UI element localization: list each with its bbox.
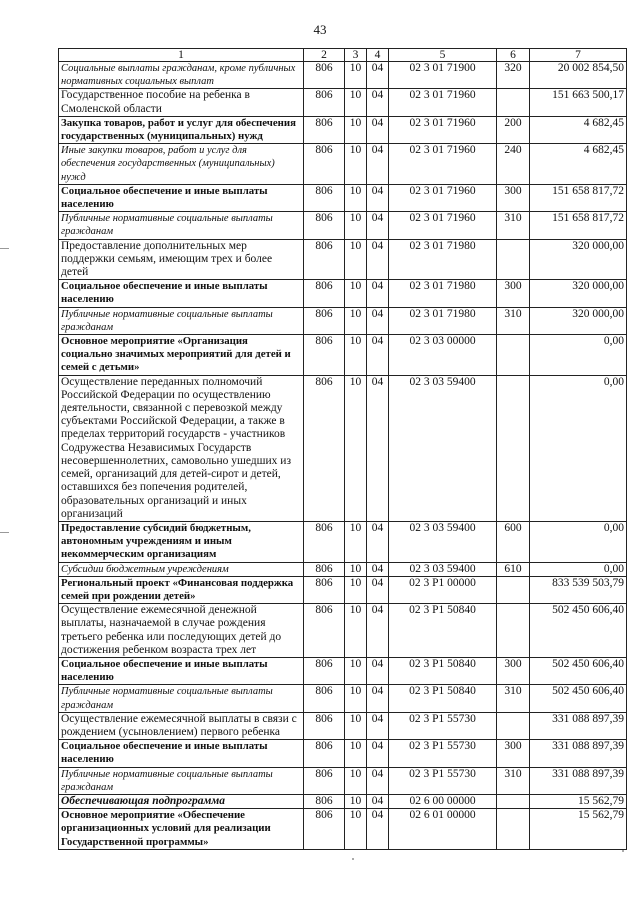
subsection-code-cell: 04 xyxy=(367,62,389,89)
target-article-cell: 02 3 P1 55730 xyxy=(389,767,497,794)
section-code-cell: 10 xyxy=(345,740,367,767)
target-article-cell: 02 3 01 71960 xyxy=(389,89,497,116)
ministry-code-cell: 806 xyxy=(304,712,345,739)
section-code-cell: 10 xyxy=(345,212,367,239)
expense-name-cell: Публичные нормативные социальные выплаты гражданам xyxy=(59,212,304,239)
amount-cell: 0,00 xyxy=(530,335,627,376)
expense-name-cell: Предоставление субсидий бюджетным, автономным учреждениям и иным некоммерческим организациям xyxy=(59,521,304,562)
section-code-cell: 10 xyxy=(345,116,367,143)
expense-type-cell xyxy=(497,604,530,658)
target-article-cell: 02 3 03 59400 xyxy=(389,521,497,562)
expense-name-cell: Закупка товаров, работ и услуг для обеспечения государственных (муниципальных) нужд xyxy=(59,116,304,143)
subsection-code-cell: 04 xyxy=(367,184,389,211)
ministry-code-cell: 806 xyxy=(304,809,345,850)
ministry-code-cell: 806 xyxy=(304,307,345,334)
table-row xyxy=(59,184,627,211)
table-row xyxy=(59,62,627,89)
column-header: 5 xyxy=(389,49,497,62)
target-article-cell: 02 3 01 71980 xyxy=(389,307,497,334)
expense-type-cell: 310 xyxy=(497,212,530,239)
expense-type-cell xyxy=(497,375,530,521)
amount-cell: 151 663 500,17 xyxy=(530,89,627,116)
expense-name-cell: Публичные нормативные социальные выплаты гражданам xyxy=(59,307,304,334)
expense-name-cell: Государственное пособие на ребенка в Смоленской области xyxy=(59,89,304,116)
table-row xyxy=(59,144,627,185)
table-row xyxy=(59,767,627,794)
section-code-cell: 10 xyxy=(345,794,367,808)
table-row xyxy=(59,794,627,808)
expense-name-cell: Социальное обеспечение и иные выплаты населению xyxy=(59,280,304,307)
table-header-row xyxy=(59,49,627,62)
expense-type-cell xyxy=(497,712,530,739)
expense-type-cell xyxy=(497,576,530,603)
target-article-cell: 02 3 01 71960 xyxy=(389,144,497,185)
scan-dot xyxy=(622,850,624,852)
section-code-cell: 10 xyxy=(345,144,367,185)
section-code-cell: 10 xyxy=(345,809,367,850)
table-row xyxy=(59,307,627,334)
target-article-cell: 02 6 00 00000 xyxy=(389,794,497,808)
column-header: 4 xyxy=(367,49,389,62)
section-code-cell: 10 xyxy=(345,307,367,334)
target-article-cell: 02 3 01 71960 xyxy=(389,184,497,211)
subsection-code-cell: 04 xyxy=(367,335,389,376)
target-article-cell: 02 3 01 71980 xyxy=(389,239,497,280)
amount-cell: 151 658 817,72 xyxy=(530,184,627,211)
amount-cell: 15 562,79 xyxy=(530,809,627,850)
expense-type-cell: 300 xyxy=(497,184,530,211)
amount-cell: 331 088 897,39 xyxy=(530,740,627,767)
target-article-cell: 02 3 03 59400 xyxy=(389,375,497,521)
ministry-code-cell: 806 xyxy=(304,335,345,376)
ministry-code-cell: 806 xyxy=(304,184,345,211)
amount-cell: 320 000,00 xyxy=(530,280,627,307)
subsection-code-cell: 04 xyxy=(367,712,389,739)
target-article-cell: 02 3 03 59400 xyxy=(389,562,497,576)
target-article-cell: 02 3 P1 50840 xyxy=(389,657,497,684)
expense-type-cell: 300 xyxy=(497,657,530,684)
ministry-code-cell: 806 xyxy=(304,375,345,521)
ministry-code-cell: 806 xyxy=(304,562,345,576)
section-code-cell: 10 xyxy=(345,184,367,211)
section-code-cell: 10 xyxy=(345,239,367,280)
ministry-code-cell: 806 xyxy=(304,89,345,116)
column-header: 3 xyxy=(345,49,367,62)
section-code-cell: 10 xyxy=(345,712,367,739)
table-row xyxy=(59,212,627,239)
subsection-code-cell: 04 xyxy=(367,280,389,307)
ministry-code-cell: 806 xyxy=(304,280,345,307)
subsection-code-cell: 04 xyxy=(367,562,389,576)
ministry-code-cell: 806 xyxy=(304,239,345,280)
amount-cell: 20 002 854,50 xyxy=(530,62,627,89)
subsection-code-cell: 04 xyxy=(367,144,389,185)
subsection-code-cell: 04 xyxy=(367,212,389,239)
target-article-cell: 02 3 P1 00000 xyxy=(389,576,497,603)
ministry-code-cell: 806 xyxy=(304,767,345,794)
target-article-cell: 02 3 03 00000 xyxy=(389,335,497,376)
expense-name-cell: Основное мероприятие «Обеспечение организационных условий для реализации Государственной программы» xyxy=(59,809,304,850)
expense-type-cell xyxy=(497,809,530,850)
subsection-code-cell: 04 xyxy=(367,767,389,794)
expense-name-cell: Основное мероприятие «Организация социально значимых мероприятий для детей и семей с детьми» xyxy=(59,335,304,376)
target-article-cell: 02 3 01 71960 xyxy=(389,212,497,239)
table-row xyxy=(59,116,627,143)
expense-type-cell: 600 xyxy=(497,521,530,562)
ministry-code-cell: 806 xyxy=(304,794,345,808)
ministry-code-cell: 806 xyxy=(304,521,345,562)
amount-cell: 502 450 606,40 xyxy=(530,604,627,658)
table-row xyxy=(59,280,627,307)
amount-cell: 4 682,45 xyxy=(530,116,627,143)
amount-cell: 331 088 897,39 xyxy=(530,712,627,739)
section-code-cell: 10 xyxy=(345,375,367,521)
section-code-cell: 10 xyxy=(345,280,367,307)
column-header: 1 xyxy=(59,49,304,62)
table-body xyxy=(59,62,627,850)
ministry-code-cell: 806 xyxy=(304,657,345,684)
table-row xyxy=(59,239,627,280)
expense-name-cell: Обеспечивающая подпрограмма xyxy=(59,794,304,808)
page-number: 43 xyxy=(313,22,327,37)
table-row xyxy=(59,657,627,684)
ministry-code-cell: 806 xyxy=(304,62,345,89)
table-row xyxy=(59,335,627,376)
amount-cell: 4 682,45 xyxy=(530,144,627,185)
expense-name-cell: Социальное обеспечение и иные выплаты населению xyxy=(59,740,304,767)
subsection-code-cell: 04 xyxy=(367,657,389,684)
subsection-code-cell: 04 xyxy=(367,375,389,521)
amount-cell: 502 450 606,40 xyxy=(530,685,627,712)
column-header: 7 xyxy=(530,49,627,62)
expense-type-cell xyxy=(497,239,530,280)
target-article-cell: 02 3 01 71980 xyxy=(389,280,497,307)
ministry-code-cell: 806 xyxy=(304,212,345,239)
expense-type-cell: 320 xyxy=(497,62,530,89)
subsection-code-cell: 04 xyxy=(367,809,389,850)
expense-type-cell xyxy=(497,335,530,376)
section-code-cell: 10 xyxy=(345,335,367,376)
amount-cell: 0,00 xyxy=(530,562,627,576)
section-code-cell: 10 xyxy=(345,562,367,576)
scan-dot xyxy=(352,858,354,860)
subsection-code-cell: 04 xyxy=(367,685,389,712)
section-code-cell: 10 xyxy=(345,521,367,562)
expense-name-cell: Осуществление переданных полномочий Российской Федерации по осуществлению деятельности, связанной с перевозкой между субъектами Российской Федерации, а также в пределах территорий государств - участников Содружества Независимых Государств несовершеннолетних, самовольно ушедших из семей, организаций для детей-сирот и детей, оставшихся без попечения родителей, образовательных организаций и иных организаций xyxy=(59,375,304,521)
subsection-code-cell: 04 xyxy=(367,239,389,280)
subsection-code-cell: 04 xyxy=(367,307,389,334)
table-row xyxy=(59,740,627,767)
expense-type-cell xyxy=(497,794,530,808)
ministry-code-cell: 806 xyxy=(304,604,345,658)
expense-name-cell: Иные закупки товаров, работ и услуг для обеспечения государственных (муниципальных) нужд xyxy=(59,144,304,185)
table-row xyxy=(59,562,627,576)
table-row xyxy=(59,604,627,658)
margin-mark xyxy=(0,248,9,249)
amount-cell: 502 450 606,40 xyxy=(530,657,627,684)
column-header: 6 xyxy=(497,49,530,62)
expense-type-cell: 300 xyxy=(497,280,530,307)
subsection-code-cell: 04 xyxy=(367,89,389,116)
subsection-code-cell: 04 xyxy=(367,576,389,603)
table-row xyxy=(59,712,627,739)
table-row xyxy=(59,809,627,850)
amount-cell: 151 658 817,72 xyxy=(530,212,627,239)
ministry-code-cell: 806 xyxy=(304,740,345,767)
expense-name-cell: Публичные нормативные социальные выплаты гражданам xyxy=(59,685,304,712)
target-article-cell: 02 3 01 71960 xyxy=(389,116,497,143)
subsection-code-cell: 04 xyxy=(367,740,389,767)
subsection-code-cell: 04 xyxy=(367,521,389,562)
margin-mark xyxy=(0,532,9,533)
section-code-cell: 10 xyxy=(345,604,367,658)
expense-type-cell: 610 xyxy=(497,562,530,576)
section-code-cell: 10 xyxy=(345,62,367,89)
expense-type-cell: 240 xyxy=(497,144,530,185)
expense-type-cell xyxy=(497,89,530,116)
expense-name-cell: Осуществление ежемесячной выплаты в связи с рождением (усыновлением) первого ребенка xyxy=(59,712,304,739)
table-row xyxy=(59,576,627,603)
subsection-code-cell: 04 xyxy=(367,604,389,658)
section-code-cell: 10 xyxy=(345,657,367,684)
target-article-cell: 02 3 01 71900 xyxy=(389,62,497,89)
target-article-cell: 02 3 P1 50840 xyxy=(389,685,497,712)
expense-type-cell: 310 xyxy=(497,767,530,794)
target-article-cell: 02 3 P1 55730 xyxy=(389,740,497,767)
expense-name-cell: Региональный проект «Финансовая поддержка семей при рождении детей» xyxy=(59,576,304,603)
table-row xyxy=(59,375,627,521)
expense-name-cell: Публичные нормативные социальные выплаты гражданам xyxy=(59,767,304,794)
expense-name-cell: Предоставление дополнительных мер поддержки семьям, имеющим трех и более детей xyxy=(59,239,304,280)
amount-cell: 833 539 503,79 xyxy=(530,576,627,603)
amount-cell: 331 088 897,39 xyxy=(530,767,627,794)
section-code-cell: 10 xyxy=(345,576,367,603)
expense-name-cell: Осуществление ежемесячной денежной выплаты, назначаемой в случае рождения третьего ребенка или последующих детей до достижения ребенком возраста трех лет xyxy=(59,604,304,658)
section-code-cell: 10 xyxy=(345,89,367,116)
section-code-cell: 10 xyxy=(345,767,367,794)
target-article-cell: 02 3 P1 50840 xyxy=(389,604,497,658)
ministry-code-cell: 806 xyxy=(304,144,345,185)
amount-cell: 320 000,00 xyxy=(530,307,627,334)
expense-name-cell: Социальное обеспечение и иные выплаты населению xyxy=(59,657,304,684)
amount-cell: 15 562,79 xyxy=(530,794,627,808)
section-code-cell: 10 xyxy=(345,685,367,712)
amount-cell: 0,00 xyxy=(530,375,627,521)
target-article-cell: 02 6 01 00000 xyxy=(389,809,497,850)
column-header: 2 xyxy=(304,49,345,62)
target-article-cell: 02 3 P1 55730 xyxy=(389,712,497,739)
amount-cell: 320 000,00 xyxy=(530,239,627,280)
subsection-code-cell: 04 xyxy=(367,116,389,143)
budget-table xyxy=(58,48,627,850)
expense-type-cell: 200 xyxy=(497,116,530,143)
expense-name-cell: Субсидии бюджетным учреждениям xyxy=(59,562,304,576)
table-row xyxy=(59,89,627,116)
expense-type-cell: 310 xyxy=(497,307,530,334)
expense-type-cell: 310 xyxy=(497,685,530,712)
expense-type-cell: 300 xyxy=(497,740,530,767)
ministry-code-cell: 806 xyxy=(304,116,345,143)
expense-name-cell: Социальные выплаты гражданам, кроме публичных нормативных социальных выплат xyxy=(59,62,304,89)
table-row xyxy=(59,685,627,712)
ministry-code-cell: 806 xyxy=(304,685,345,712)
subsection-code-cell: 04 xyxy=(367,794,389,808)
expense-name-cell: Социальное обеспечение и иные выплаты населению xyxy=(59,184,304,211)
table-row xyxy=(59,521,627,562)
ministry-code-cell: 806 xyxy=(304,576,345,603)
amount-cell: 0,00 xyxy=(530,521,627,562)
